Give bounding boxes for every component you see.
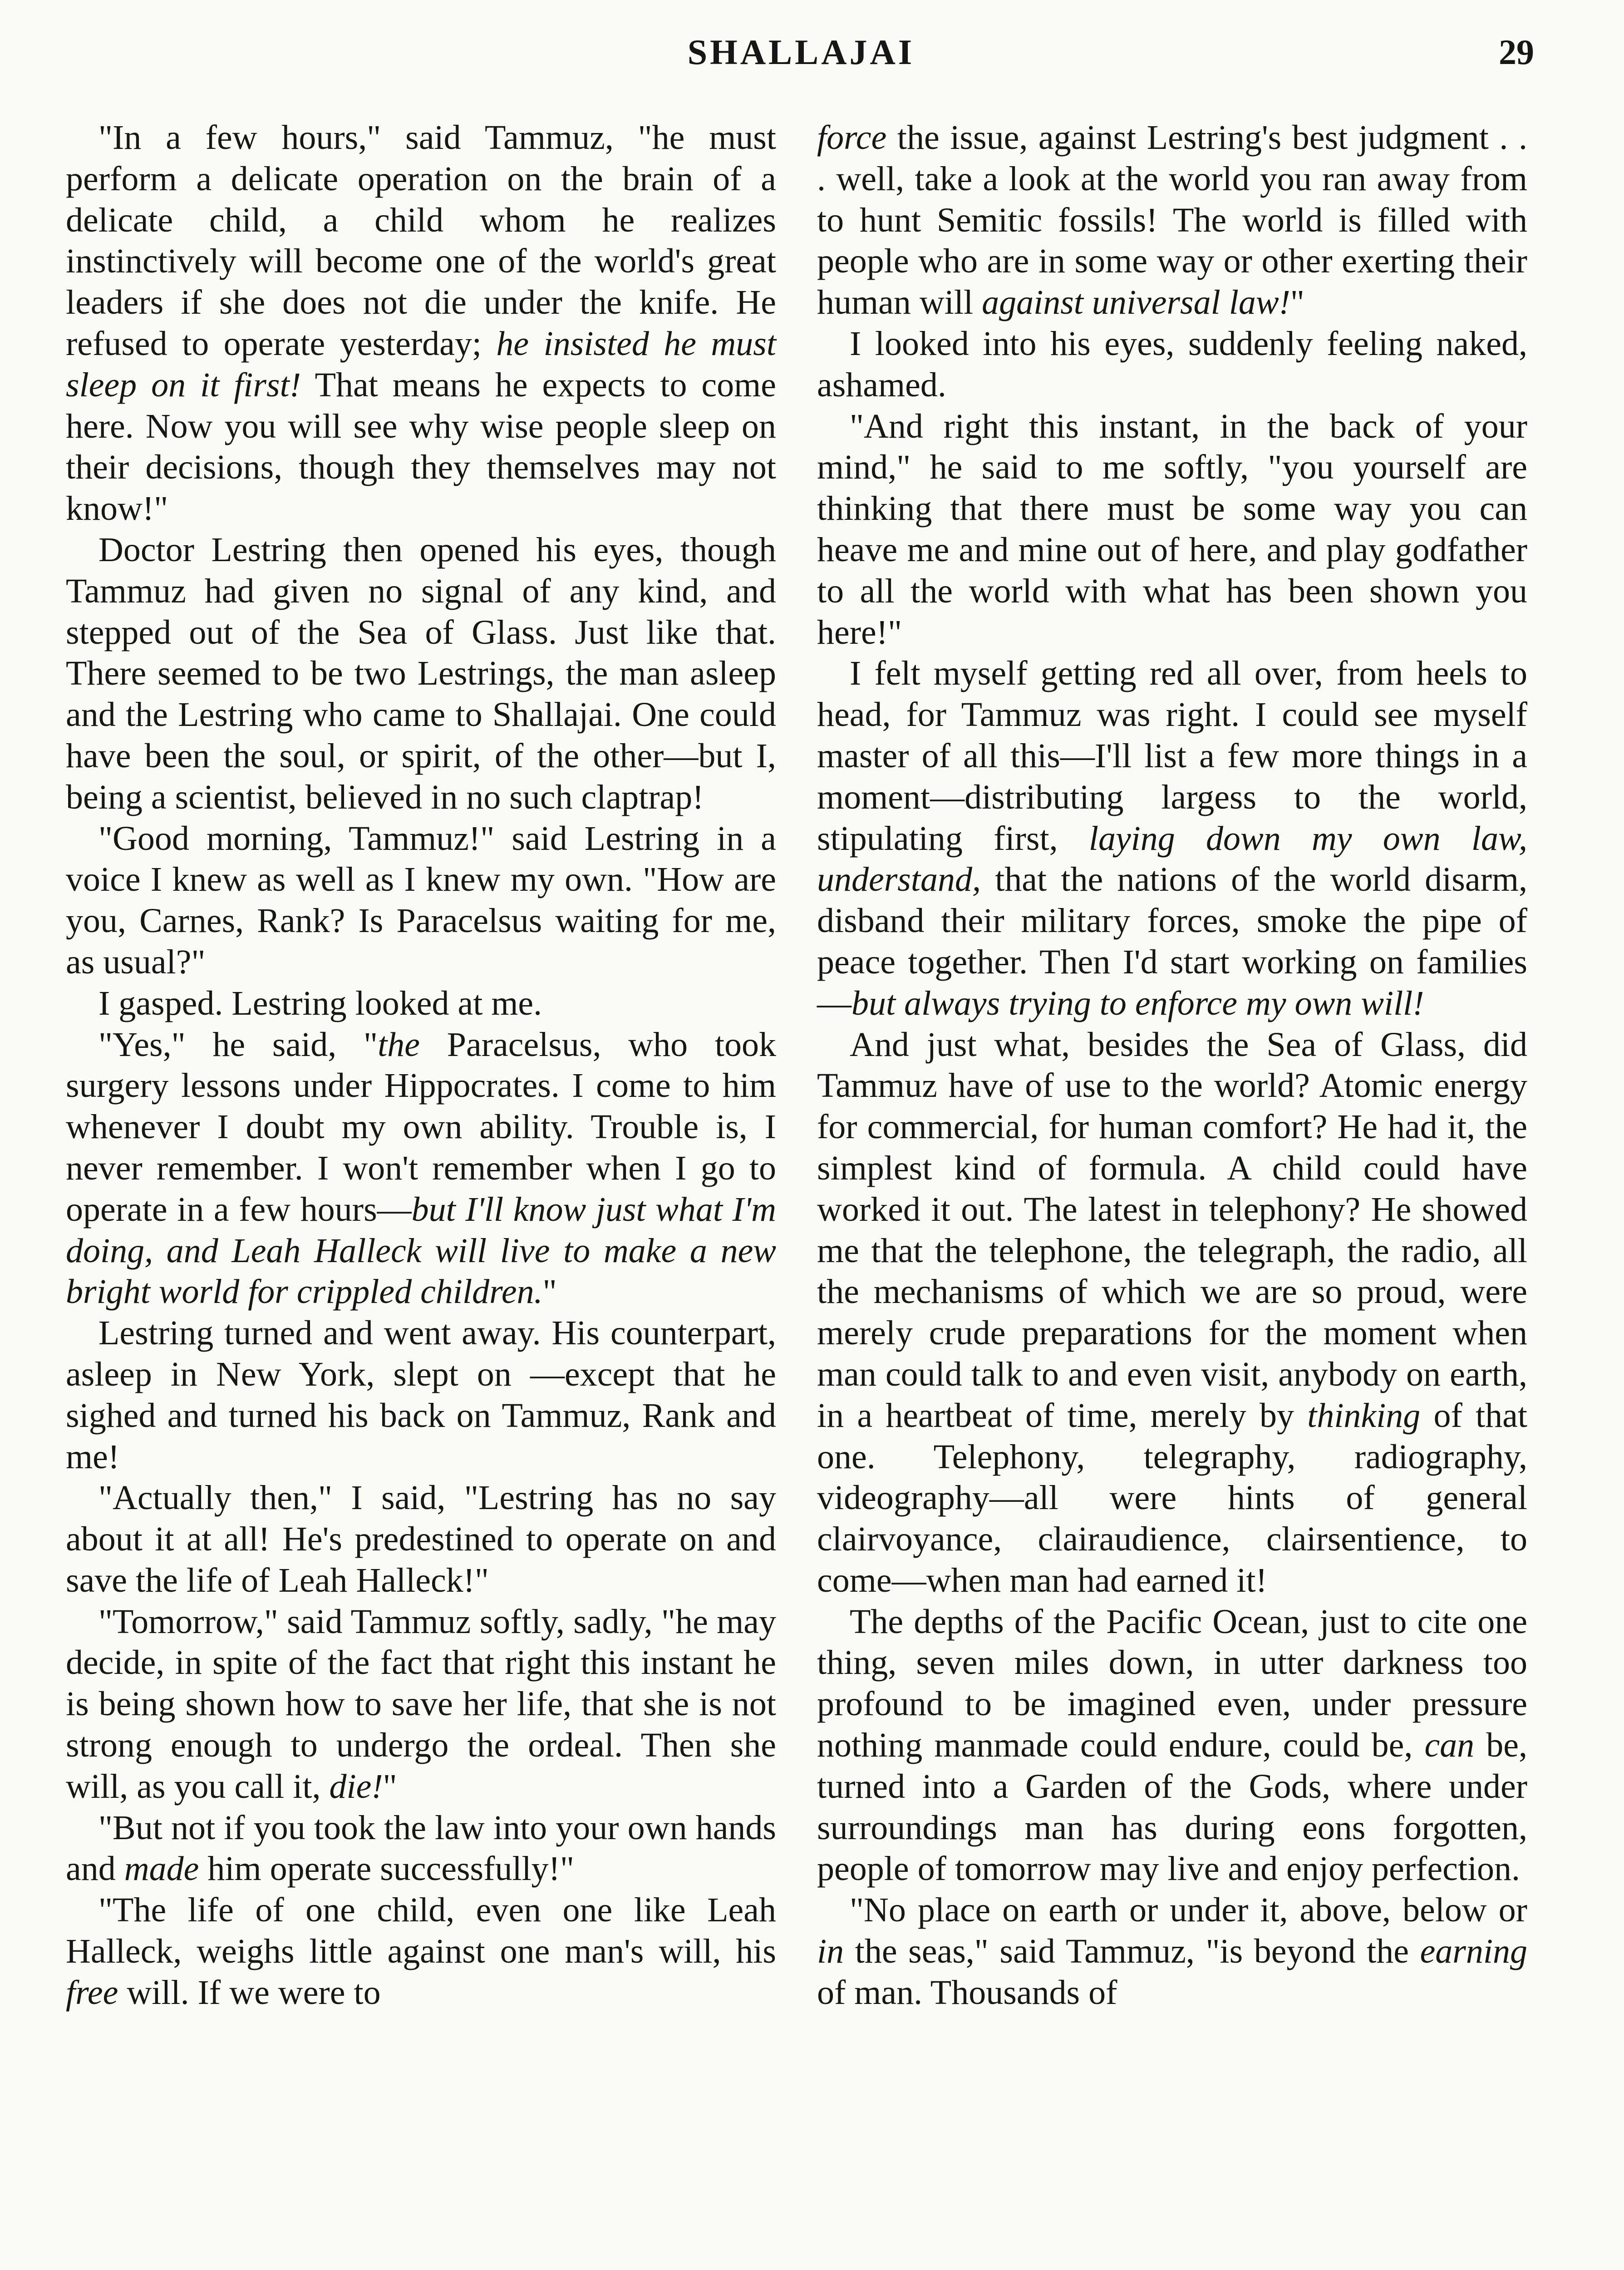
text-run: "Tomorrow," said Tammuz softly, sadly, "he may decide, in spite of the fact that right this instant he is being shown how to save her life, that she is not strong enough to undergo the ordeal. Then she will, as you call it, — [66, 1602, 776, 1806]
text-run: "Actually then," I said, "Lestring has no say about it at all! He's predestined to operate on and save the life of Leah Halleck!" — [66, 1479, 776, 1599]
italic-text: against universal law! — [982, 283, 1290, 322]
text-run: " — [383, 1767, 397, 1806]
text-run: I felt myself getting red all over, from heels to head, for Tammuz was right. I could see myself master of all this—I'll list a few more things in a moment—distributing largess to the world, stipulating first, — [817, 654, 1527, 858]
text-run: "Yes," he said, " — [98, 1025, 378, 1064]
text-run: "And right this instant, in the back of your mind," he said to me softly, "you yourself are thinking that there must be some way you can heave me and mine out of here, and play godfather to all the world with what has been shown you here!" — [817, 407, 1527, 651]
italic-text: the — [378, 1025, 420, 1064]
paragraph — [817, 653, 1527, 1024]
text-run: I looked into his eyes, suddenly feeling naked, ashamed. — [817, 324, 1527, 404]
italic-text: can — [1424, 1726, 1475, 1765]
text-run: " — [1290, 283, 1304, 322]
page-header — [68, 32, 1534, 82]
text-run: Lestring turned and went away. His counterpart, asleep in New York, slept on —except that he sighed and turned his back on Tammuz, Rank and me! — [66, 1314, 776, 1476]
text-run: him operate successfully!" — [199, 1850, 575, 1888]
text-run: "The life of one child, even one like Leah Halleck, weighs little against one man's will, his — [66, 1891, 776, 1971]
paragraph — [817, 117, 1527, 323]
text-run: I gasped. Lestring looked at me. — [98, 984, 542, 1022]
italic-text: he insisted he must sleep on it first! — [66, 324, 776, 404]
paragraph — [66, 117, 776, 529]
text-run: The depths of the Pacific Ocean, just to cite one thing, seven miles down, in utter darkness too profound to be imagined even, under pressure nothing manmade could endure, could be, — [817, 1602, 1527, 1765]
text-run: of man. Thousands of — [817, 1973, 1117, 2012]
paragraph — [817, 1024, 1527, 1601]
italic-text: free — [66, 1973, 118, 2012]
text-run: "In a few hours," said Tammuz, "he must perform a delicate operation on the brain of a delicate child, a child whom he realizes instinctively will become one of the world's great leaders if she does not die under the knife. He refused to operate yesterday; — [66, 118, 776, 363]
text-run: And just what, besides the Sea of Glass, did Tammuz have of use to the world? Atomic energy for commercial, for human comfort? He had it, the simplest kind of formula. A child could have worked it out. The latest in telephony? He showed me that the telephone, the telegraph, the radio, all the mechanisms of which we are so proud, were merely crude preparations for the moment when man could talk to and even visit, anybody on earth, in a heartbeat of time, merely by — [817, 1025, 1527, 1435]
paragraph — [817, 323, 1527, 406]
italic-text: made — [124, 1850, 199, 1888]
text-run: That means he expects to come here. Now you will see why wise people sleep on their decisions, though they themselves may not know!" — [66, 365, 777, 528]
page-number: 29 — [1499, 32, 1534, 72]
italic-text: laying down my own law, understand, — [817, 819, 1527, 899]
italic-text: but I'll know just what I'm doing, and Leah Halleck will live to make a new bright world for crippled children. — [66, 1190, 776, 1311]
italic-text: thinking — [1307, 1396, 1421, 1435]
paragraph — [66, 1601, 776, 1807]
paragraph — [817, 406, 1527, 653]
paragraph — [817, 1601, 1527, 1890]
paragraph — [66, 529, 776, 818]
italic-text: earning — [1420, 1932, 1527, 1971]
text-run: be, turned into a Garden of the Gods, where under surroundings man has during eons forgotten, people of tomorrow may live and enjoy perfection. — [817, 1726, 1528, 1888]
text-run: will. If we were to — [118, 1973, 381, 2012]
text-run: "But not if you took the law into your own hands and — [66, 1808, 776, 1888]
text-run: " — [542, 1273, 557, 1311]
italic-text: die! — [329, 1767, 383, 1806]
text-run: of that one. Telephony, telegraphy, radiography, videography—all were hints of general clairvoyance, clairaudience, clairsentience, to come—when man had earned it! — [817, 1396, 1527, 1599]
paragraph — [66, 818, 776, 983]
running-title: SHALLAJAI — [687, 32, 915, 72]
text-run: the seas," said Tammuz, "is beyond the — [844, 1932, 1420, 1971]
paragraph — [66, 1313, 776, 1477]
text-run: "Good morning, Tammuz!" said Lestring in a voice I knew as well as I knew my own. "How are you, Carnes, Rank? Is Paracelsus waiting for me, as usual?" — [66, 819, 776, 981]
paragraph — [66, 983, 776, 1024]
right-text-column — [817, 117, 1527, 2013]
paragraph — [66, 1024, 776, 1313]
text-run: "No place on earth or under it, above, below or — [850, 1891, 1527, 1930]
paragraph — [66, 1807, 776, 1890]
text-run: the issue, against Lestring's best judgment . . . well, take a look at the world you ran away from to hunt Semitic fossils! The world is filled with people who are in some way or other exerting their human will — [817, 118, 1527, 322]
italic-text: but always trying to enforce my own will! — [851, 984, 1424, 1022]
paragraph — [817, 1890, 1527, 2013]
text-run: Paracelsus, who took surgery lessons under Hippocrates. I come to him whenever I doubt my own ability. Trouble is, I never remember. I won't remember when I go to operate in a few hours— — [66, 1025, 776, 1229]
text-run: Doctor Lestring then opened his eyes, though Tammuz had given no signal of any kind, and stepped out of the Sea of Glass. Just like that. There seemed to be two Lestrings, the man asleep and the Lestring who came to Shallajai. One could have been the soul, or spirit, of the other—but I, being a scientist, believed in no such claptrap! — [66, 530, 776, 816]
italic-text: force — [817, 118, 887, 157]
text-run: that the nations of the world disarm, disband their military forces, smoke the pipe of peace together. Then I'd start working on families— — [817, 860, 1527, 1022]
paragraph — [66, 1890, 776, 2013]
paragraph — [66, 1477, 776, 1601]
italic-text: in — [817, 1932, 844, 1971]
left-text-column — [66, 117, 776, 2013]
